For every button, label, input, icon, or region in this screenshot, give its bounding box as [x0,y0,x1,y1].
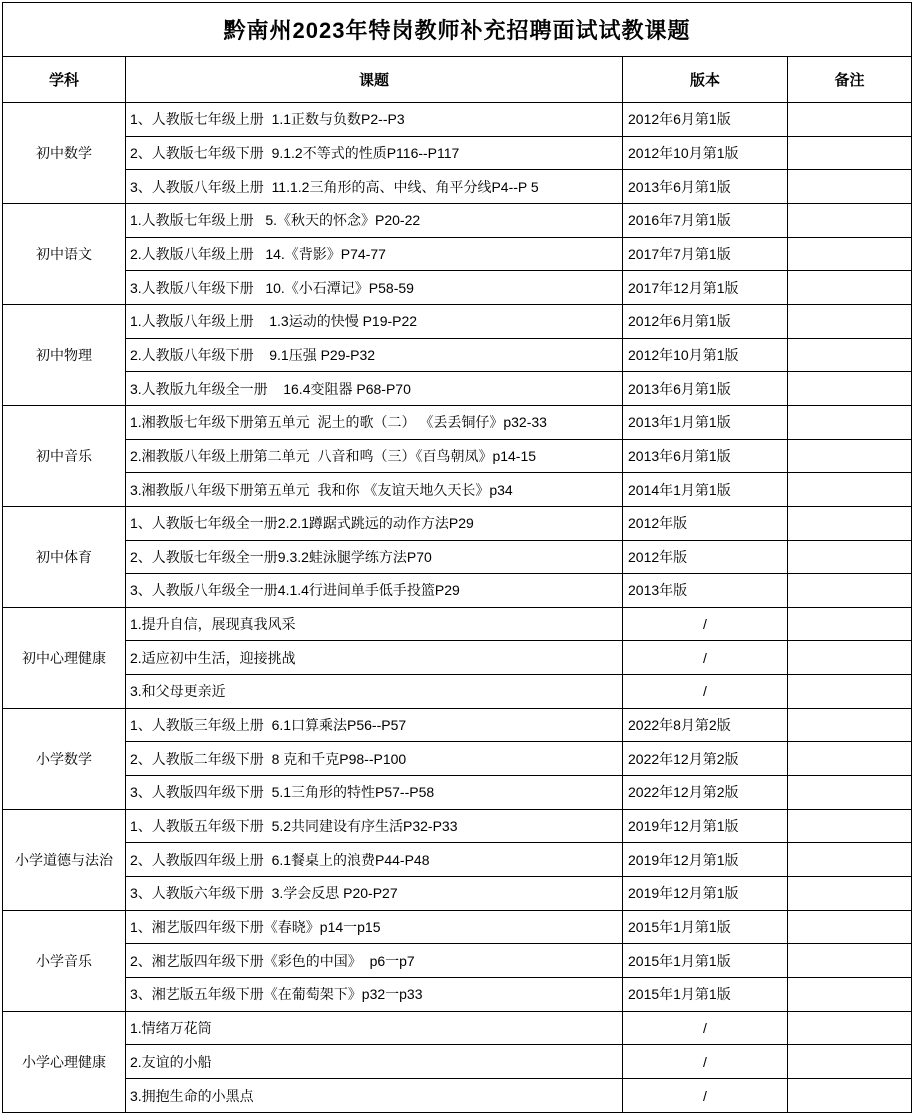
note-cell [788,675,912,709]
table-row [3,372,912,406]
note-cell [788,1045,912,1079]
table-row [3,574,912,608]
column-header-topic: 课题 [126,57,623,103]
subject-cell: 初中音乐 [3,405,126,506]
version-cell: 2013年版 [623,574,788,608]
version-cell: 2015年1月第1版 [623,978,788,1012]
version-cell: 2012年10月第1版 [623,136,788,170]
subject-cell: 初中心理健康 [3,607,126,708]
topic-cell: 1、湘艺版四年级下册《春晓》p14一p15 [126,910,623,944]
version-cell: 2013年1月第1版 [623,405,788,439]
subject-cell: 初中语文 [3,203,126,304]
table-row [3,170,912,204]
note-cell [788,944,912,978]
version-cell: 2013年6月第1版 [623,372,788,406]
topic-cell: 2、人教版七年级下册 9.1.2不等式的性质P116--P117 [126,136,623,170]
version-cell: 2013年6月第1版 [623,170,788,204]
table-row [3,708,912,742]
subject-cell: 小学音乐 [3,910,126,1011]
table-row [3,405,912,439]
version-cell: 2022年8月第2版 [623,708,788,742]
note-cell [788,1011,912,1045]
table-row [3,877,912,911]
version-cell: 2012年10月第1版 [623,338,788,372]
note-cell [788,978,912,1012]
topic-cell: 2.人教版八年级上册 14.《背影》P74-77 [126,237,623,271]
table-row [3,843,912,877]
note-cell [788,540,912,574]
table-row [3,944,912,978]
topic-cell: 3、湘艺版五年级下册《在葡萄架下》p32一p33 [126,978,623,1012]
note-cell [788,506,912,540]
topic-cell: 3.和父母更亲近 [126,675,623,709]
version-cell: 2022年12月第2版 [623,742,788,776]
note-cell [788,877,912,911]
note-cell [788,372,912,406]
note-cell [788,338,912,372]
note-cell [788,809,912,843]
table-row [3,1011,912,1045]
version-cell: 2015年1月第1版 [623,910,788,944]
table-row [3,675,912,709]
subject-cell: 初中体育 [3,506,126,607]
topic-cell: 2、人教版七年级全一册9.3.2蛙泳腿学练方法P70 [126,540,623,574]
table-row [3,271,912,305]
version-cell: / [623,1011,788,1045]
note-cell [788,1079,912,1113]
topic-cell: 2、湘艺版四年级下册《彩色的中国》 p6一p7 [126,944,623,978]
note-cell [788,271,912,305]
subject-cell: 初中数学 [3,102,126,203]
table-row [3,978,912,1012]
column-header-subject: 学科 [3,57,126,103]
table-row [3,742,912,776]
topic-cell: 2、人教版二年级下册 8 克和千克P98--P100 [126,742,623,776]
note-cell [788,203,912,237]
version-cell: / [623,1079,788,1113]
topic-cell: 1.情绪万花筒 [126,1011,623,1045]
column-header-note: 备注 [788,57,912,103]
version-cell: 2022年12月第2版 [623,776,788,810]
table-row [3,203,912,237]
version-cell: 2019年12月第1版 [623,809,788,843]
topic-cell: 3.拥抱生命的小黑点 [126,1079,623,1113]
topic-cell: 2.人教版八年级下册 9.1压强 P29-P32 [126,338,623,372]
table-row [3,136,912,170]
topic-cell: 3、人教版八年级上册 11.1.2三角形的高、中线、角平分线P4--P 5 [126,170,623,204]
version-cell: 2016年7月第1版 [623,203,788,237]
topic-cell: 3、人教版六年级下册 3.学会反思 P20-P27 [126,877,623,911]
table-row [3,506,912,540]
note-cell [788,473,912,507]
version-cell: 2019年12月第1版 [623,843,788,877]
table-row [3,910,912,944]
topic-cell: 2.友谊的小船 [126,1045,623,1079]
version-cell: 2012年版 [623,540,788,574]
topic-cell: 1、人教版五年级下册 5.2共同建设有序生活P32-P33 [126,809,623,843]
note-cell [788,304,912,338]
topic-cell: 1、人教版七年级上册 1.1正数与负数P2--P3 [126,102,623,136]
note-cell [788,910,912,944]
version-cell: 2012年版 [623,506,788,540]
topic-cell: 2.湘教版八年级上册第二单元 八音和鸣（三）《百鸟朝凤》p14-15 [126,439,623,473]
note-cell [788,237,912,271]
topic-cell: 1.人教版八年级上册 1.3运动的快慢 P19-P22 [126,304,623,338]
topics-table [2,2,912,1113]
version-cell: / [623,641,788,675]
note-cell [788,776,912,810]
topic-cell: 3、人教版四年级下册 5.1三角形的特性P57--P58 [126,776,623,810]
table-row [3,776,912,810]
topic-cell: 1.湘教版七年级下册第五单元 泥土的歌（二） 《丢丢铜仔》p32-33 [126,405,623,439]
topic-cell: 1.提升自信，展现真我风采 [126,607,623,641]
topic-cell: 2.适应初中生活，迎接挑战 [126,641,623,675]
note-cell [788,843,912,877]
note-cell [788,439,912,473]
version-cell: 2013年6月第1版 [623,439,788,473]
version-cell: / [623,607,788,641]
topic-cell: 3.人教版八年级下册 10.《小石潭记》P58-59 [126,271,623,305]
table-row [3,338,912,372]
table-row [3,237,912,271]
table-row [3,1079,912,1113]
table-row [3,607,912,641]
note-cell [788,742,912,776]
topic-cell: 3.湘教版八年级下册第五单元 我和你 《友谊天地久天长》p34 [126,473,623,507]
topic-cell: 1.人教版七年级上册 5.《秋天的怀念》P20-22 [126,203,623,237]
table-header-row [3,57,912,103]
topic-cell: 3.人教版九年级全一册 16.4变阻器 P68-P70 [126,372,623,406]
table-row [3,102,912,136]
version-cell: 2012年6月第1版 [623,304,788,338]
topic-cell: 1、人教版三年级上册 6.1口算乘法P56--P57 [126,708,623,742]
column-header-version: 版本 [623,57,788,103]
version-cell: / [623,1045,788,1079]
version-cell: 2012年6月第1版 [623,102,788,136]
note-cell [788,641,912,675]
subject-cell: 小学道德与法治 [3,809,126,910]
topic-cell: 1、人教版七年级全一册2.2.1蹲踞式跳远的动作方法P29 [126,506,623,540]
version-cell: 2019年12月第1版 [623,877,788,911]
table-row [3,641,912,675]
topic-cell: 3、人教版八年级全一册4.1.4行进间单手低手投篮P29 [126,574,623,608]
note-cell [788,405,912,439]
document-title: 黔南州2023年特岗教师补充招聘面试试教课题 [3,3,912,57]
table-row [3,1045,912,1079]
version-cell: 2014年1月第1版 [623,473,788,507]
note-cell [788,170,912,204]
table-row [3,439,912,473]
note-cell [788,607,912,641]
topic-cell: 2、人教版四年级上册 6.1餐桌上的浪费P44-P48 [126,843,623,877]
subject-cell: 初中物理 [3,304,126,405]
subject-cell: 小学心理健康 [3,1011,126,1112]
version-cell: 2017年12月第1版 [623,271,788,305]
table-row [3,540,912,574]
table-row [3,809,912,843]
table-row [3,304,912,338]
subject-cell: 小学数学 [3,708,126,809]
note-cell [788,136,912,170]
note-cell [788,102,912,136]
title-row [3,3,912,57]
version-cell: 2017年7月第1版 [623,237,788,271]
table-row [3,473,912,507]
version-cell: 2015年1月第1版 [623,944,788,978]
version-cell: / [623,675,788,709]
note-cell [788,708,912,742]
note-cell [788,574,912,608]
